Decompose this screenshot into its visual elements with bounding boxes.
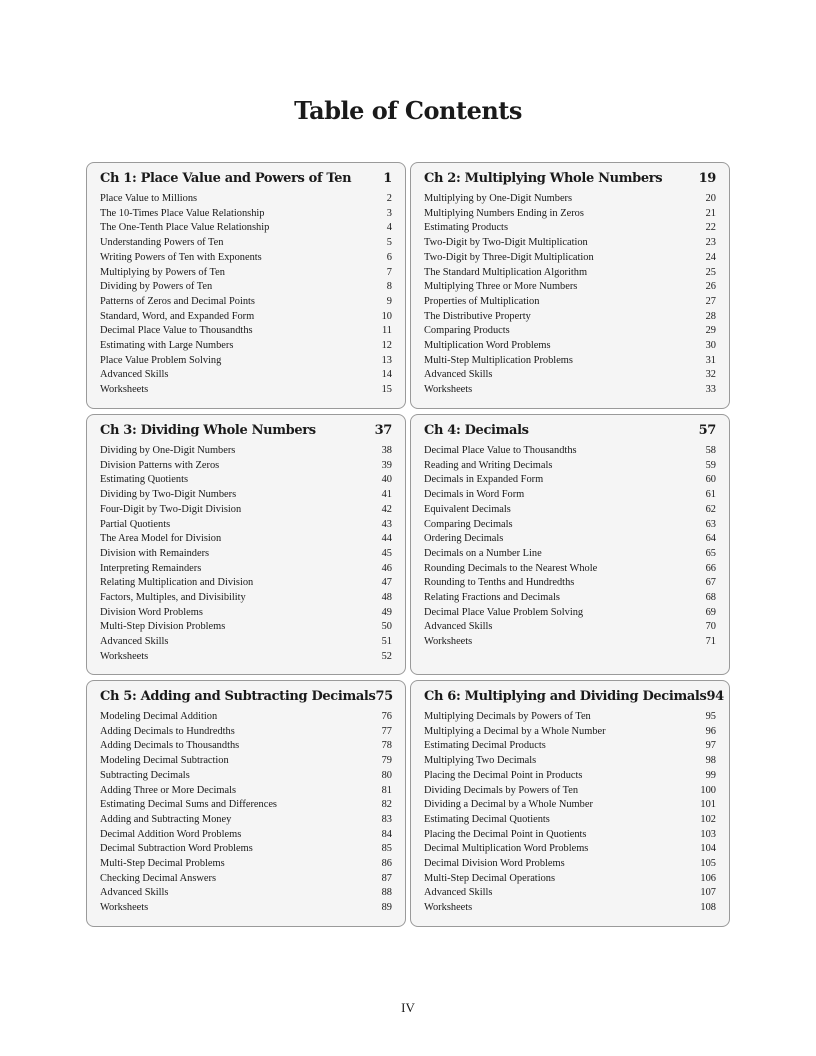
toc-entry-page: 45 [381,547,392,559]
toc-entry-page: 68 [705,592,716,604]
toc-entry-label: Worksheets [100,650,149,662]
toc-entry-page: 49 [381,606,392,618]
toc-entry-page: 84 [381,828,392,840]
toc-entry[interactable] [100,488,392,503]
toc-entry[interactable] [424,324,716,339]
toc-entry[interactable] [100,251,392,266]
toc-entry-label: Placing the Decimal Point in Products [424,769,583,781]
page-number: IV [401,1000,415,1015]
toc-entry-label: Estimating Products [424,222,508,234]
chapter-page-number: 57 [698,423,716,438]
toc-entry-label: Interpreting Remainders [100,562,202,574]
toc-entry-label: Writing Powers of Ten with Exponents [100,251,262,263]
toc-entry-page: 62 [705,503,716,515]
toc-entry-label: Reading and Writing Decimals [424,459,553,471]
chapter-card [86,680,406,927]
toc-entry[interactable] [100,606,392,621]
toc-entry-label: Division Patterns with Zeros [100,459,220,471]
chapter-heading[interactable] [424,689,724,704]
toc-entry-label: Multi-Step Multiplication Problems [424,354,573,366]
toc-entry-label: Adding and Subtracting Money [100,813,232,825]
chapter-heading[interactable] [100,689,392,704]
toc-entry-label: Estimating Decimal Sums and Differences [100,799,277,811]
toc-entry-label: Estimating Quotients [100,474,189,486]
toc-entry[interactable] [100,383,392,398]
toc-entry[interactable] [100,368,392,383]
chapter-card [410,414,730,675]
toc-entry[interactable] [424,754,716,769]
toc-entry-page: 41 [381,489,392,501]
toc-entry[interactable] [424,620,716,635]
toc-entry-page: 39 [381,459,392,471]
toc-entry-page: 87 [381,872,392,884]
chapter-heading[interactable] [424,423,716,438]
toc-entry-page: 108 [700,902,716,914]
toc-entry-page: 27 [705,295,716,307]
toc-entry-page: 48 [381,592,392,604]
toc-entry[interactable] [424,813,716,828]
toc-entry-label: Advanced Skills [100,369,169,381]
toc-entry-page: 95 [705,711,716,722]
toc-entry[interactable] [424,280,716,295]
toc-entry-page: 22 [705,222,716,234]
toc-entry-page: 96 [705,725,716,737]
toc-entry-page: 66 [705,562,716,574]
toc-entry-page: 38 [381,445,392,456]
toc-entry-page: 5 [386,237,392,249]
toc-entry-page: 81 [381,784,392,796]
chapter-page-number: 19 [698,171,716,186]
toc-entry[interactable] [424,339,716,354]
toc-entry[interactable] [424,828,716,843]
toc-entry[interactable] [100,857,392,872]
toc-entry[interactable] [100,236,392,251]
toc-entry-label: Advanced Skills [100,887,169,899]
toc-entry[interactable] [100,266,392,281]
toc-entry-page: 4 [386,222,392,234]
toc-entry-page: 80 [381,769,392,781]
chapter-page-number: 75 [375,689,393,704]
chapter-title: Ch 2: Multiplying Whole Numbers [424,171,663,186]
toc-entry[interactable] [100,620,392,635]
toc-entry-label: Adding Decimals to Hundredths [100,725,235,737]
chapter-page-number: 37 [374,423,392,438]
toc-entry-label: Comparing Decimals [424,518,513,530]
toc-entry-label: Division Word Problems [100,606,203,618]
toc-entry-label: Worksheets [424,636,473,648]
toc-grid [86,162,730,927]
toc-entry[interactable] [424,576,716,591]
toc-entry-page: 12 [381,340,392,352]
toc-entry-page: 85 [381,843,392,855]
toc-entry-label: Division with Remainders [100,547,210,559]
toc-entry[interactable] [100,591,392,606]
toc-entry[interactable] [424,532,716,547]
toc-entry-page: 44 [381,533,392,545]
page-title: Table of Contents [294,96,522,125]
toc-entry-page: 58 [705,445,716,456]
toc-entry-page: 15 [381,384,392,396]
toc-entry-page: 106 [700,872,716,884]
toc-entry-label: Multi-Step Division Problems [100,621,226,633]
toc-entry[interactable] [100,710,392,725]
toc-entry-label: Checking Decimal Answers [100,872,217,884]
toc-entry-page: 46 [381,562,392,574]
toc-entry[interactable] [424,739,716,754]
toc-entry[interactable] [424,236,716,251]
toc-entry-label: Patterns of Zeros and Decimal Points [100,295,255,307]
toc-entry-label: Decimal Place Value Problem Solving [424,606,584,618]
toc-entry-label: Decimal Place Value to Thousandths [424,445,577,456]
toc-entry[interactable] [100,813,392,828]
toc-entry-label: Multi-Step Decimal Problems [100,858,225,870]
toc-entry-page: 97 [705,740,716,752]
toc-entry-page: 25 [705,266,716,278]
toc-entry-page: 76 [381,711,392,722]
toc-entry-page: 69 [705,606,716,618]
toc-entry[interactable] [100,725,392,740]
toc-entry-page: 67 [705,577,716,589]
toc-entry-page: 3 [386,207,392,219]
toc-entry[interactable] [424,383,716,398]
toc-entry-label: Dividing by One-Digit Numbers [100,445,236,456]
toc-entry[interactable] [424,842,716,857]
toc-entry-label: Standard, Word, and Expanded Form [100,310,255,322]
toc-entry-label: Worksheets [424,902,473,914]
toc-entry[interactable] [100,295,392,310]
toc-entry[interactable] [424,872,716,887]
toc-entry-page: 77 [381,725,392,737]
toc-entry[interactable] [100,207,392,222]
toc-entry-label: Relating Multiplication and Division [100,577,254,589]
toc-entry[interactable] [424,310,716,325]
toc-entry[interactable] [424,518,716,533]
toc-entry[interactable] [100,562,392,577]
toc-entry-page: 83 [381,813,392,825]
toc-entry[interactable] [424,368,716,383]
toc-entry-label: Four-Digit by Two-Digit Division [100,503,242,515]
toc-entry[interactable] [424,251,716,266]
toc-entry[interactable] [100,754,392,769]
toc-entry-page: 33 [705,384,716,396]
toc-entry-page: 71 [705,636,716,648]
toc-entry[interactable] [100,192,392,207]
toc-entry-label: Subtracting Decimals [100,769,190,781]
toc-entry-page: 86 [381,858,392,870]
toc-entry-page: 70 [705,621,716,633]
toc-entry-page: 30 [705,340,716,352]
toc-entry-page: 20 [705,193,716,204]
toc-entry-page: 23 [705,237,716,249]
toc-entry-label: Multiplying Two Decimals [424,755,537,767]
toc-entry[interactable] [100,459,392,474]
toc-entry-page: 47 [381,577,392,589]
chapter-heading[interactable] [100,423,392,438]
toc-entry-label: The Area Model for Division [100,533,222,545]
toc-entry[interactable] [424,798,716,813]
toc-entry-page: 2 [386,193,392,204]
toc-entry[interactable] [424,901,716,916]
toc-entry[interactable] [424,769,716,784]
toc-entry-page: 79 [381,755,392,767]
toc-entry-page: 6 [386,251,392,263]
toc-entry-label: Estimating Decimal Quotients [424,813,550,825]
toc-entry-label: Decimal Addition Word Problems [100,828,242,840]
toc-entry-label: Multiplying a Decimal by a Whole Number [424,725,606,737]
toc-entry[interactable] [424,444,716,459]
toc-entry-page: 43 [381,518,392,530]
toc-entry-page: 8 [386,281,392,293]
toc-entry-label: The Distributive Property [424,310,531,322]
toc-entry-label: Modeling Decimal Subtraction [100,755,229,767]
toc-entry[interactable] [424,886,716,901]
toc-entry[interactable] [424,354,716,369]
toc-entry[interactable] [100,518,392,533]
toc-entry[interactable] [100,650,392,665]
toc-entry-label: Multiplying Numbers Ending in Zeros [424,207,584,219]
toc-entry-page: 28 [705,310,716,322]
toc-entry-page: 29 [705,325,716,337]
toc-entry-page: 65 [705,547,716,559]
toc-entry-page: 52 [381,650,392,662]
toc-entry[interactable] [424,606,716,621]
toc-entry-label: Decimals in Word Form [424,489,525,501]
toc-entry[interactable] [100,547,392,562]
toc-entry-label: Partial Quotients [100,518,171,530]
toc-entry-label: The Standard Multiplication Algorithm [424,266,588,278]
toc-entry-page: 64 [705,533,716,545]
toc-entry-label: Decimal Multiplication Word Problems [424,843,589,855]
toc-entry-label: Ordering Decimals [424,533,504,545]
chapter-card [410,680,730,927]
toc-entry-label: Advanced Skills [424,369,493,381]
toc-entry-label: Relating Fractions and Decimals [424,592,560,604]
toc-entry-page: 60 [705,474,716,486]
toc-entry-page: 11 [381,325,392,337]
toc-entry[interactable] [424,488,716,503]
toc-entry[interactable] [100,872,392,887]
toc-entry[interactable] [100,842,392,857]
toc-entry-label: The One-Tenth Place Value Relationship [100,222,270,234]
toc-entry[interactable] [100,886,392,901]
toc-entry-label: Advanced Skills [424,887,493,899]
toc-entry-page: 40 [381,474,392,486]
toc-entry-label: Multi-Step Decimal Operations [424,872,556,884]
toc-entry[interactable] [424,547,716,562]
toc-entry[interactable] [424,503,716,518]
toc-entry[interactable] [100,339,392,354]
toc-entry[interactable] [424,221,716,236]
toc-entry-page: 42 [381,503,392,515]
chapter-page-number: 1 [383,171,392,186]
toc-entry-page: 82 [381,799,392,811]
chapter-title: Ch 1: Place Value and Powers of Ten [100,171,352,186]
toc-entry[interactable] [424,459,716,474]
toc-entry[interactable] [100,280,392,295]
toc-entry-label: Multiplying by One-Digit Numbers [424,193,573,204]
toc-entry-label: Modeling Decimal Addition [100,711,218,722]
toc-entry-page: 21 [705,207,716,219]
toc-entry-label: Estimating Decimal Products [424,740,546,752]
toc-entry-label: Multiplying Three or More Numbers [424,281,578,293]
toc-entry[interactable] [100,444,392,459]
toc-entry[interactable] [100,576,392,591]
toc-entry-label: Rounding Decimals to the Nearest Whole [424,562,598,574]
toc-entry-page: 14 [381,369,392,381]
toc-entry-label: Equivalent Decimals [424,503,511,515]
toc-entry[interactable] [424,192,716,207]
toc-entry-label: Decimals in Expanded Form [424,474,544,486]
toc-entry[interactable] [100,310,392,325]
toc-entry[interactable] [100,784,392,799]
chapter-heading[interactable] [100,171,392,186]
toc-entry-page: 89 [381,902,392,914]
toc-entry[interactable] [424,710,716,725]
toc-entry-label: Worksheets [100,384,149,396]
toc-entry-page: 24 [705,251,716,263]
toc-entry[interactable] [100,503,392,518]
toc-entry-page: 88 [381,887,392,899]
toc-entry-page: 102 [700,813,716,825]
toc-entry[interactable] [424,591,716,606]
toc-entry-label: Advanced Skills [100,636,169,648]
chapter-heading[interactable] [424,171,716,186]
toc-entry-page: 31 [705,354,716,366]
toc-entry-label: Multiplying Decimals by Powers of Ten [424,711,591,722]
toc-entry-label: The 10-Times Place Value Relationship [100,207,265,219]
toc-entry-label: Properties of Multiplication [424,295,540,307]
toc-entry-page: 59 [705,459,716,471]
toc-entry-page: 63 [705,518,716,530]
toc-entry-label: Dividing a Decimal by a Whole Number [424,799,593,811]
toc-entry[interactable] [100,769,392,784]
toc-entry-label: Two-Digit by Two-Digit Multiplication [424,237,588,249]
toc-entry-page: 101 [700,799,716,811]
toc-entry[interactable] [424,295,716,310]
toc-entry-label: Decimal Subtraction Word Problems [100,843,253,855]
toc-entry-page: 7 [386,266,392,278]
toc-entry-page: 10 [381,310,392,322]
toc-entry-page: 104 [700,843,716,855]
toc-entry-page: 100 [700,784,716,796]
toc-entry[interactable] [424,784,716,799]
toc-entry-page: 99 [705,769,716,781]
toc-entry[interactable] [100,635,392,650]
toc-entry-label: Dividing Decimals by Powers of Ten [424,784,579,796]
toc-entry-page: 78 [381,740,392,752]
toc-entry-page: 51 [381,636,392,648]
toc-entry-page: 9 [386,295,392,307]
toc-entry-label: Dividing by Two-Digit Numbers [100,489,237,501]
toc-entry-label: Decimal Place Value to Thousandths [100,325,253,337]
toc-entry[interactable] [100,473,392,488]
chapter-title: Ch 5: Adding and Subtracting Decimals [100,689,376,704]
toc-entry-page: 32 [705,369,716,381]
toc-entry-page: 50 [381,621,392,633]
chapter-title: Ch 3: Dividing Whole Numbers [100,423,316,438]
toc-entry-page: 26 [705,281,716,293]
toc-entry-label: Adding Three or More Decimals [100,784,237,796]
toc-entry-label: Rounding to Tenths and Hundredths [424,577,575,589]
toc-entry-label: Adding Decimals to Thousandths [100,740,240,752]
toc-entry[interactable] [100,324,392,339]
chapter-card [410,162,730,409]
toc-entry[interactable] [100,828,392,843]
toc-entry-label: Multiplying by Powers of Ten [100,266,225,278]
toc-entry[interactable] [100,221,392,236]
toc-entry-label: Advanced Skills [424,621,493,633]
toc-entry[interactable] [100,901,392,916]
toc-entry[interactable] [424,857,716,872]
toc-entry[interactable] [424,207,716,222]
toc-entry[interactable] [100,532,392,547]
toc-entry[interactable] [424,473,716,488]
toc-entry-page: 61 [705,489,716,501]
chapter-card [86,414,406,675]
toc-entry-label: Factors, Multiples, and Divisibility [100,592,246,604]
toc-entry-label: Dividing by Powers of Ten [100,281,213,293]
toc-entry-label: Decimal Division Word Problems [424,858,565,870]
toc-entry[interactable] [100,739,392,754]
toc-entry[interactable] [424,562,716,577]
toc-entry-label: Understanding Powers of Ten [100,237,224,249]
toc-entry-label: Estimating with Large Numbers [100,340,234,352]
toc-entry-label: Worksheets [424,384,473,396]
chapter-card [86,162,406,409]
toc-entry[interactable] [424,725,716,740]
toc-entry[interactable] [424,266,716,281]
toc-entry-label: Place Value to Millions [100,193,198,204]
toc-entry-label: Two-Digit by Three-Digit Multiplication [424,251,594,263]
toc-entry-label: Multiplication Word Problems [424,340,551,352]
toc-entry-page: 103 [700,828,716,840]
toc-entry-label: Place Value Problem Solving [100,354,222,366]
toc-entry-label: Worksheets [100,902,149,914]
chapter-page-number: 94 [706,689,724,704]
toc-entry[interactable] [100,354,392,369]
toc-entry-page: 98 [705,755,716,767]
toc-entry-page: 13 [381,354,392,366]
chapter-title: Ch 4: Decimals [424,423,529,438]
toc-entry[interactable] [100,798,392,813]
toc-entry-label: Comparing Products [424,325,510,337]
toc-entry[interactable] [424,635,716,650]
toc-entry-label: Decimals on a Number Line [424,547,542,559]
chapter-title: Ch 6: Multiplying and Dividing Decimals [424,689,707,704]
toc-entry-page: 107 [700,887,716,899]
toc-entry-page: 105 [700,858,716,870]
toc-entry-label: Placing the Decimal Point in Quotients [424,828,587,840]
